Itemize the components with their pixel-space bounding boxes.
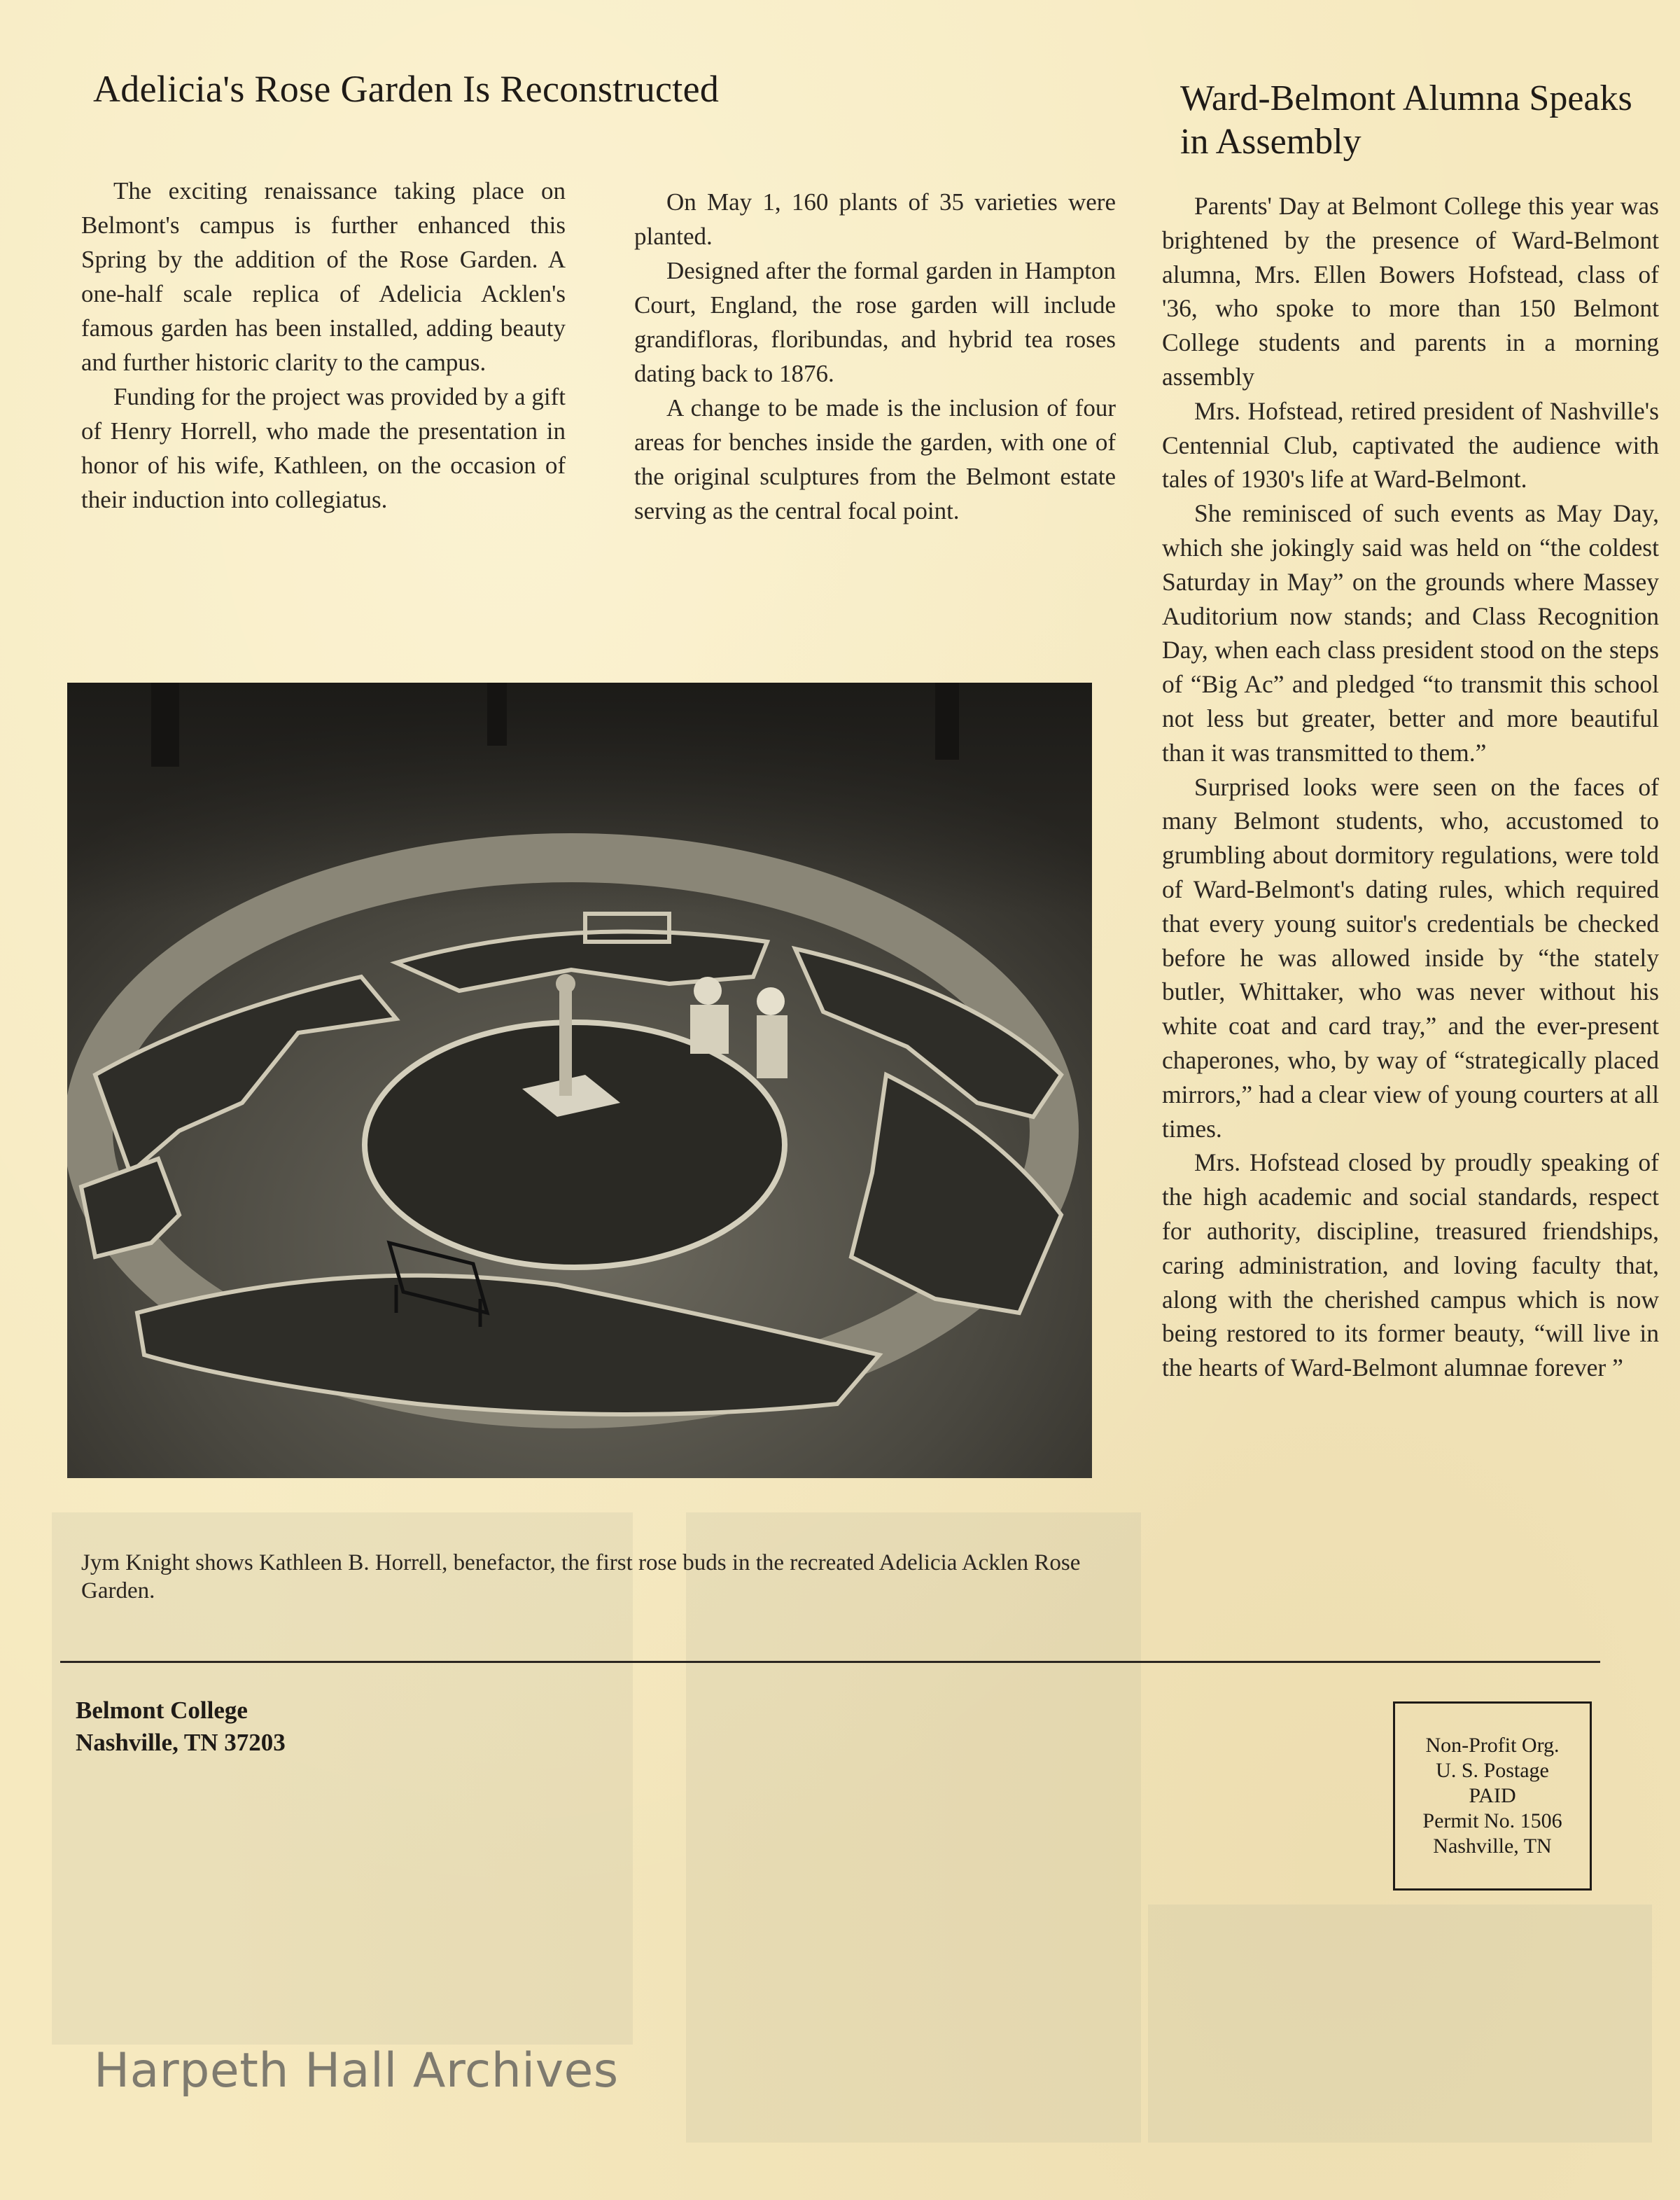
postage-line: Permit No. 1506 <box>1422 1809 1562 1832</box>
alumna-paragraph: Surprised looks were seen on the faces of many Belmont students, who, accustomed to grumbling about dormitory regulations, were told of Ward-Belmont's dating rules, which required that every young suitor's credentials be checked before he was allowed inside by “the stately butler, Whittaker, who was never without his white coat and card tray,” and the ever-present chaperones, who, by way of “strategically placed mirrors,” had a clear view of young courters at all times. <box>1162 772 1659 1143</box>
footer-divider <box>60 1661 1600 1663</box>
rose-garden-paragraph: Designed after the formal garden in Hampton Court, England, the rose garden will include grandifloras, floribundas, and hybrid tea roses dating back to 1876. <box>634 257 1116 387</box>
alumna-paragraph: Parents' Day at Belmont College this year was brightened by the presence of Ward-Belmont alumna, Mrs. Ellen Bowers Hofstead, class of '36, who spoke to more than 150 Belmont College students and parents in a morning assembly <box>1162 192 1659 391</box>
alumna-article-column <box>1162 189 1659 1385</box>
rose-garden-photo <box>67 683 1092 1478</box>
photo-caption: Jym Knight shows Kathleen B. Horrell, benefactor, the first rose buds in the recreated Adelicia Acklen Rose Garden. <box>81 1550 1081 1603</box>
postage-line: U. S. Postage <box>1436 1759 1549 1782</box>
rose-garden-headline: Adelicia's Rose Garden Is Reconstructed <box>93 68 720 110</box>
alumna-paragraph: Mrs. Hofstead closed by proudly speaking of the high academic and social standards, respect for authority, discipline, treasured friendships, caring administration, and loving faculty that, along with the cherished campus which is now being restored to its former beauty, “will live in the hearts of Ward-Belmont alumnae forever ” <box>1162 1148 1659 1382</box>
postage-line: Non-Profit Org. <box>1425 1734 1560 1757</box>
rose-garden-paragraph: Funding for the project was provided by a gift of Henry Horrell, who made the presentation in honor of his wife, Kathleen, on the occasion of their induction into collegiatus. <box>81 383 566 513</box>
return-address <box>76 1694 286 1759</box>
rose-garden-column-2 <box>634 185 1116 528</box>
alumna-paragraph: Mrs. Hofstead, retired president of Nashville's Centennial Club, captivated the audience with tales of 1930's life at Ward-Belmont. <box>1162 396 1659 494</box>
rose-garden-paragraph: A change to be made is the inclusion of four areas for benches inside the garden, with one of the original sculptures from the Belmont estate serving as the central focal point. <box>634 394 1116 524</box>
postage-line: PAID <box>1469 1784 1516 1807</box>
rose-garden-paragraph: The exciting renaissance taking place on Belmont's campus is further enhanced this Spring by the addition of the Rose Garden. A one-half scale replica of Adelicia Acklen's famous garden has been installed, adding beauty and further historic clarity to the campus. <box>81 177 566 376</box>
postage-indicia <box>1393 1701 1592 1891</box>
rose-garden-paragraph: On May 1, 160 plants of 35 varieties were planted. <box>634 188 1116 250</box>
alumna-paragraph: She reminisced of such events as May Day, which she jokingly said was held on “the coldest Saturday in May” on the grounds where Massey Auditorium now stands; and Class Recognition Day, when each class president stood on the steps of “Big Ac” and pledged “to transmit this school not less but greater, better and more beautiful than it was transmitted to them.” <box>1162 499 1659 767</box>
alumna-headline: Ward-Belmont Alumna Speaks in Assembly <box>1180 78 1632 162</box>
address-line: Nashville, TN 37203 <box>76 1729 286 1756</box>
archive-watermark: Harpeth Hall Archives <box>94 2043 619 2098</box>
rose-garden-column-1 <box>81 174 566 517</box>
postage-line: Nashville, TN <box>1433 1835 1552 1858</box>
address-line: Belmont College <box>76 1697 248 1724</box>
